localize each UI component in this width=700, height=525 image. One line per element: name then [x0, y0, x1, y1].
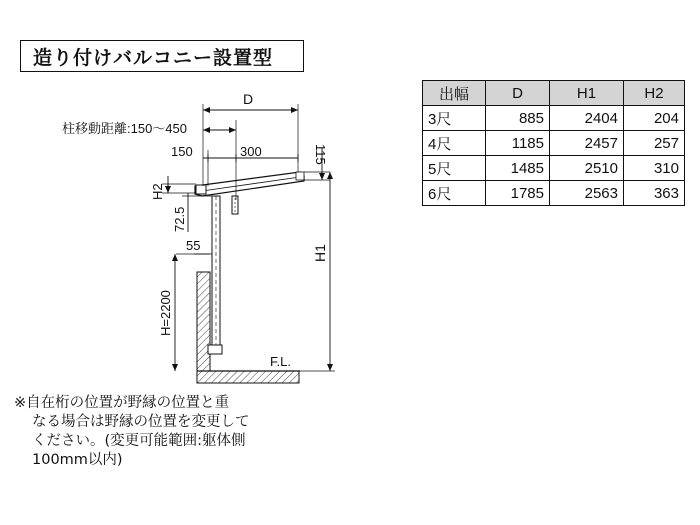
- note-line-3: ください。(変更可能範囲:躯体側: [32, 433, 246, 449]
- label-d: D: [243, 91, 254, 107]
- roof-beam: [195, 172, 304, 214]
- table-cell: 2457: [550, 131, 624, 156]
- building-wall: [197, 272, 210, 371]
- header-h1: H1: [550, 81, 624, 106]
- label-column-move: 柱移動距離:150〜450: [62, 121, 187, 136]
- table-row: [423, 156, 685, 181]
- table-cell: 257: [624, 131, 685, 156]
- label-fl: F.L.: [270, 354, 291, 369]
- table-cell: 1185: [486, 131, 550, 156]
- header-projection: 出幅: [423, 81, 486, 106]
- table-cell: 3尺: [423, 106, 486, 131]
- label-72-5: 72.5: [172, 206, 187, 232]
- label-h-2200: H=2200: [158, 290, 173, 336]
- label-300: 300: [240, 144, 262, 159]
- table-row: [423, 181, 685, 206]
- header-d: D: [486, 81, 550, 106]
- table-header-row: [423, 81, 685, 106]
- note-line-2: なる場合は野縁の位置を変更して: [32, 414, 250, 430]
- table-cell: 1485: [486, 156, 550, 181]
- table-cell: 6尺: [423, 181, 486, 206]
- table-cell: 1785: [486, 181, 550, 206]
- table-row: [423, 131, 685, 156]
- table-cell: 2563: [550, 181, 624, 206]
- table-cell: 2404: [550, 106, 624, 131]
- label-150: 150: [171, 144, 193, 159]
- table-cell: 4尺: [423, 131, 486, 156]
- label-55: 55: [186, 238, 201, 253]
- table-row: [423, 106, 685, 131]
- note-line-1: ※自在桁の位置が野縁の位置と重: [14, 395, 230, 411]
- spec-table: [422, 80, 685, 206]
- table-cell: 310: [624, 156, 685, 181]
- header-h2: H2: [624, 81, 685, 106]
- label-115: 115: [313, 144, 328, 165]
- table-cell: 363: [624, 181, 685, 206]
- label-h1: H1: [312, 244, 328, 262]
- table-cell: 204: [624, 106, 685, 131]
- title-text: 造り付けバルコニー設置型: [33, 46, 274, 69]
- label-h2: H2: [150, 183, 165, 200]
- table-cell: 885: [486, 106, 550, 131]
- table-cell: 2510: [550, 156, 624, 181]
- table-cell: 5尺: [423, 156, 486, 181]
- floor-slab: [197, 371, 300, 383]
- note-line-4: 100mm以内): [32, 452, 123, 468]
- footnote: [14, 394, 294, 470]
